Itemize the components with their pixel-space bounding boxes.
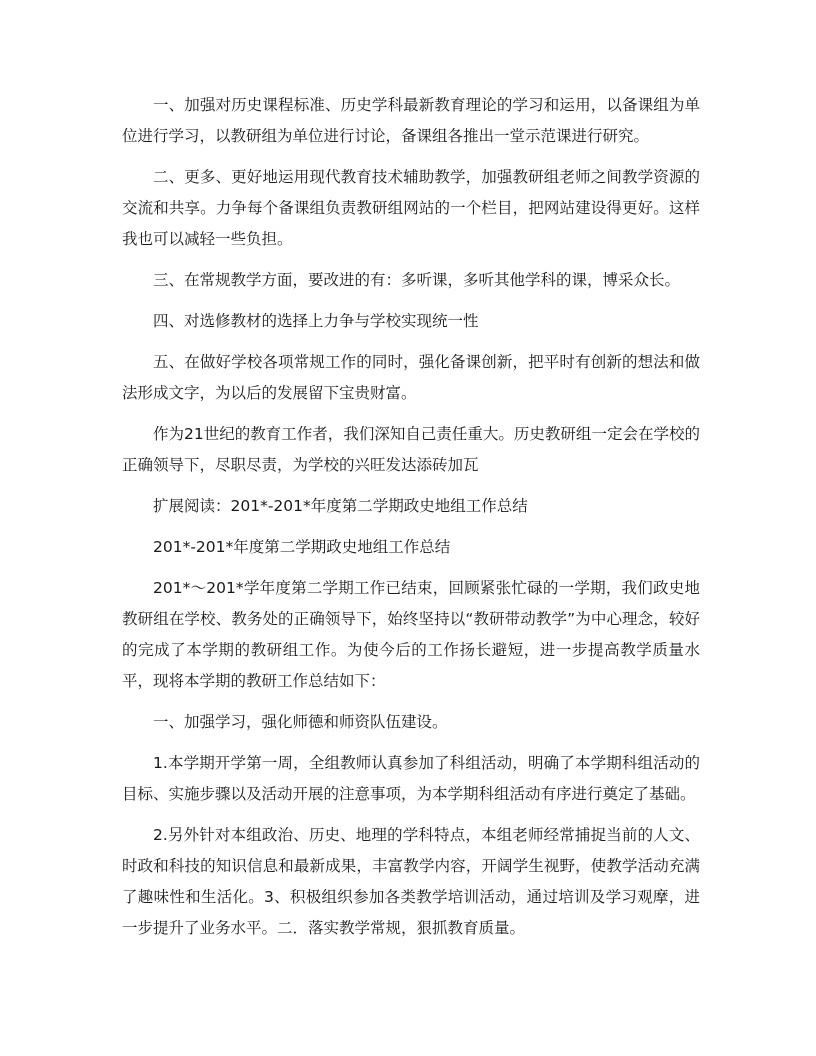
paragraph-intro: 201*～201*学年度第二学期工作已结束，回顾紧张忙碌的一学期，我们政史地教研组在学校、教务处的正确领导下，始终坚持以“教研带动教学”为中心理念，较好的完成了本学期的教研组工作。为使今后的工作扬长避短，进一步提高教学质量水平，现将本学期的教研工作总结如下： — [122, 579, 700, 690]
paragraph-item-2: 二、更多、更好地运用现代教育技术辅助教学，加强教研组老师之间教学资源的交流和共享。力争每个备课组负责教研组网站的一个栏目，把网站建设得更好。这样我也可以减轻一些负担。 — [122, 168, 700, 248]
paragraph-point-1: 1.本学期开学第一周，全组教师认真参加了科组活动，明确了本学期科组活动的目标、实施步骤以及活动开展的注意事项，为本学期科组活动有序进行奠定了基础。 — [122, 754, 700, 803]
document-body — [122, 90, 700, 954]
paragraph-point-2: 2.另外针对本组政治、历史、地理的学科特点，本组老师经常捕捉当前的人文、时政和科技的知识信息和最新成果，丰富教学内容，开阔学生视野，使教学活动充满了趣味性和生活化。3、积极组织参加各类教学培训活动，通过培训及学习观摩，进一步提升了业务水平。二．落实教学常规，狠抓教育质量。 — [122, 826, 700, 937]
paragraph-item-3: 三、在常规教学方面，要改进的有：多听课，多听其他学科的课，博采众长。 — [153, 271, 681, 289]
section-title: 201*-201*年度第二学期政史地组工作总结 — [153, 538, 451, 556]
paragraph-item-1: 一、加强对历史课程标准、历史学科最新教育理论的学习和运用，以备课组为单位进行学习，以教研组为单位进行讨论，备课组各推出一堂示范课进行研究。 — [122, 96, 700, 145]
section-heading-1: 一、加强学习，强化师德和师资队伍建设。 — [153, 713, 448, 731]
paragraph-conclusion: 作为21世纪的教育工作者，我们深知自己责任重大。历史教研组一定会在学校的正确领导下，尽职尽责，为学校的兴旺发达添砖加瓦 — [122, 425, 700, 474]
paragraph-item-4: 四、对选修教材的选择上力争与学校实现统一性 — [153, 312, 479, 330]
extended-reading-heading: 扩展阅读：201*-201*年度第二学期政史地组工作总结 — [153, 497, 528, 515]
paragraph-item-5: 五、在做好学校各项常规工作的同时，强化备课创新，把平时有创新的想法和做法形成文字，为以后的发展留下宝贵财富。 — [122, 353, 700, 402]
